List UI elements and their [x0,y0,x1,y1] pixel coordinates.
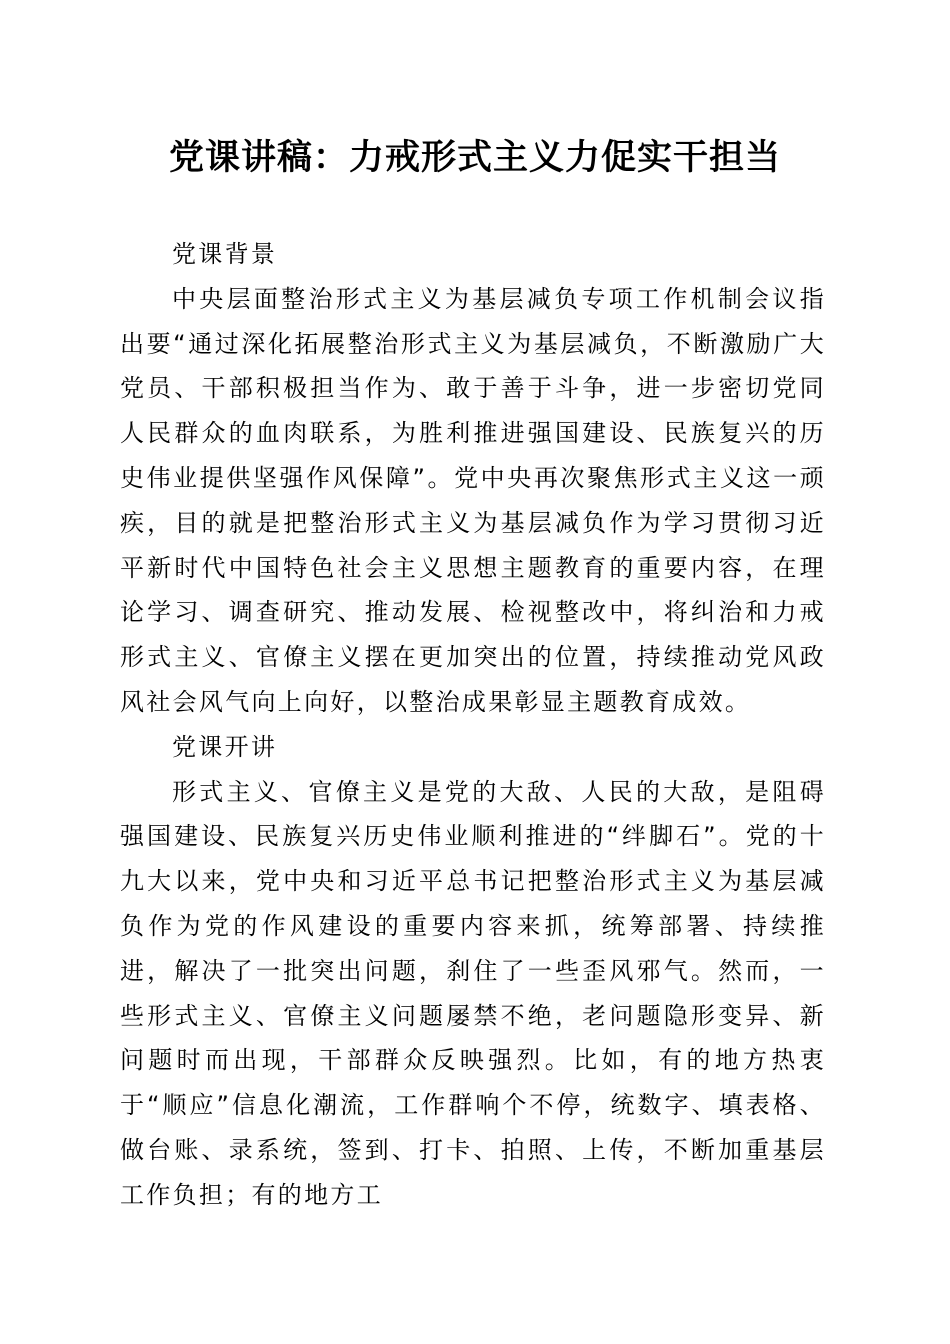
section-paragraph-lecture: 形式主义、官僚主义是党的大敌、人民的大敌，是阻碍强国建设、民族复兴历史伟业顺利推进的“绊脚石”。党的十九大以来，党中央和习近平总书记把整治形式主义为基层减负作为党的作风建设的重要内容来抓，统筹部署、持续推进，解决了一批突出问题，刹住了一些歪风邪气。然而，一些形式主义、官僚主义问题屡禁不绝，老问题隐形变异、新问题时而出现，干部群众反映强烈。比如，有的地方热衷于“顺应”信息化潮流，工作群响个不停，统数字、填表格、做台账、录系统，签到、打卡、拍照、上传，不断加重基层工作负担；有的地方工 [120,777,826,1209]
section-paragraph-background: 中央层面整治形式主义为基层减负专项工作机制会议指出要“通过深化拓展整治形式主义为基层减负，不断激励广大党员、干部积极担当作为、敢于善于斗争，进一步密切党同人民群众的血肉联系，为胜利推进强国建设、民族复兴的历史伟业提供坚强作风保障”。党中央再次聚焦形式主义这一顽疾，目的就是把整治形式主义为基层减负作为学习贯彻习近平新时代中国特色社会主义思想主题教育的重要内容，在理论学习、调查研究、推动发展、检视整改中，将纠治和力戒形式主义、官僚主义摆在更加突出的位置，持续推动党风政风社会风气向上向好，以整治成果彰显主题教育成效。 [120,284,827,716]
document-title: 党课讲稿：力戒形式主义力促实干担当 [168,137,781,178]
section-heading-lecture: 党课开讲 [172,732,278,761]
section-heading-background: 党课背景 [172,240,278,268]
document-body [120,232,826,1218]
